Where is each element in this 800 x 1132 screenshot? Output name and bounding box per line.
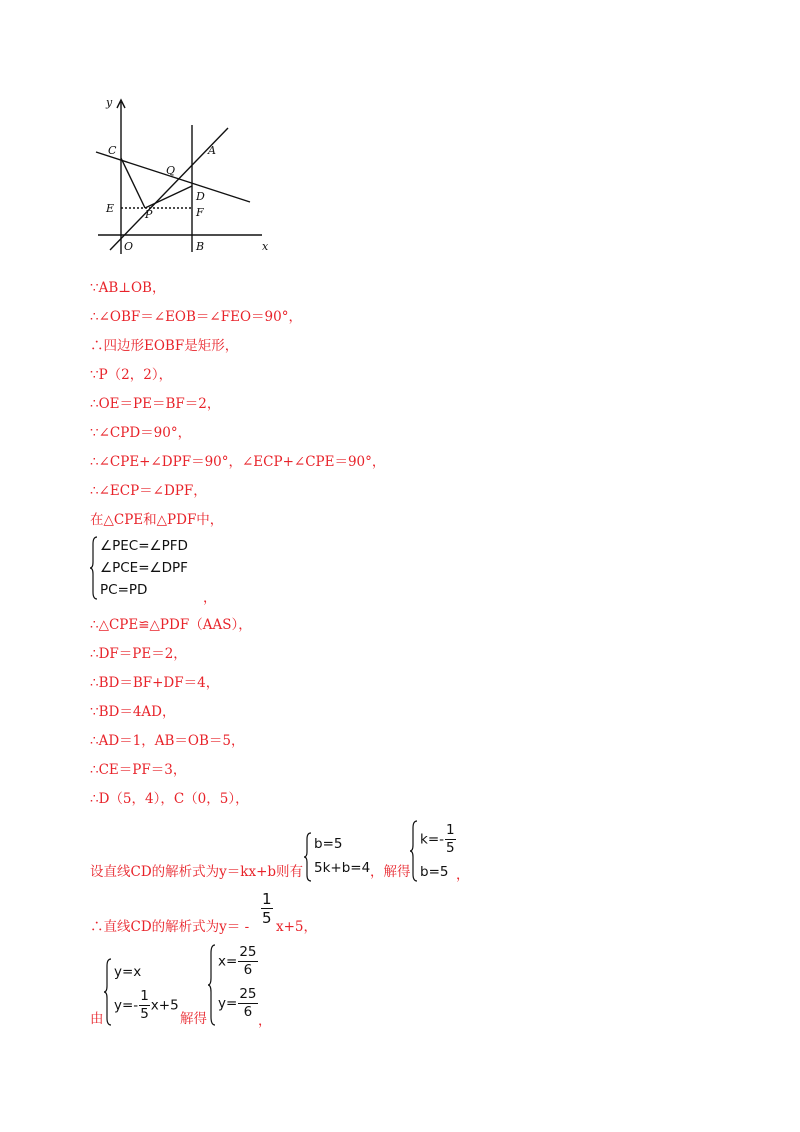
cd-solution-k bbox=[420, 824, 457, 855]
row2-denominator: 5 bbox=[140, 1005, 149, 1022]
k-numerator: 1 bbox=[446, 822, 455, 838]
proof-line-14: ∴AD＝1，AB＝OB＝5， bbox=[90, 733, 245, 749]
proof-line-8: ∴∠ECP＝∠DPF， bbox=[90, 483, 207, 499]
proof-line-6: ∵∠CPD＝90°， bbox=[90, 425, 192, 441]
cd-system-row-2: 5k+b=4 bbox=[314, 860, 371, 876]
proof-line-12: ∴BD＝BF+DF＝4， bbox=[90, 675, 220, 691]
cd-setup-text: 设直线CD的解析式为y＝kx+b则有 bbox=[90, 864, 304, 880]
system-trailing-comma: ， bbox=[203, 590, 217, 606]
system-row-1: ∠PEC=∠PFD bbox=[100, 538, 188, 554]
label-x: x bbox=[262, 240, 269, 253]
left-brace-icon bbox=[410, 820, 418, 882]
final-lead-text: 由 bbox=[90, 1011, 104, 1027]
left-brace-icon bbox=[304, 832, 312, 882]
congruence-system bbox=[90, 536, 230, 606]
row2-suffix: x+5 bbox=[150, 997, 179, 1014]
solution-y bbox=[218, 988, 259, 1019]
result-numerator: 1 bbox=[262, 890, 272, 908]
proof-line-9: 在△CPE和△PDF中， bbox=[90, 512, 224, 528]
proof-line-11: ∴DF＝PE＝2， bbox=[90, 646, 187, 662]
final-trailing-comma: ， bbox=[258, 1013, 272, 1029]
cd-solve-text: ，解得 bbox=[370, 864, 411, 880]
sy-denominator: 6 bbox=[243, 1003, 253, 1020]
segment-cp bbox=[121, 158, 145, 208]
label-o: O bbox=[124, 240, 134, 253]
left-brace-icon bbox=[104, 958, 112, 1026]
final-solve-text: 解得 bbox=[180, 1011, 207, 1027]
proof-line-16: ∴D（5，4），C（0，5）， bbox=[90, 791, 249, 807]
system-row-3: PC=PD bbox=[100, 582, 148, 598]
proof-line-4: ∵P（2，2）， bbox=[90, 367, 173, 383]
proof-line-10: ∴△CPE≌△PDF（AAS）， bbox=[90, 617, 252, 633]
system-row-2: ∠PCE=∠DPF bbox=[100, 560, 188, 576]
proof-line-2: ∴∠OBF＝∠EOB＝∠FEO＝90°， bbox=[90, 309, 302, 325]
label-e: E bbox=[106, 202, 115, 215]
label-a: A bbox=[208, 144, 216, 157]
row2-fraction bbox=[139, 990, 150, 1021]
intersection-system bbox=[104, 958, 184, 1028]
geometry-figure bbox=[90, 92, 280, 260]
sx-fraction bbox=[238, 946, 257, 977]
label-d: D bbox=[196, 190, 205, 203]
proof-line-7: ∴∠CPE+∠DPF＝90°，∠ECP+∠CPE＝90°， bbox=[90, 454, 386, 470]
proof-line-3: ∴四边形EOBF是矩形， bbox=[90, 338, 239, 354]
solution-x bbox=[218, 946, 259, 977]
intersection-row-1: y=x bbox=[114, 964, 142, 980]
k-denominator: 5 bbox=[446, 839, 455, 856]
proof-line-1: ∵AB⊥OB， bbox=[90, 280, 166, 296]
left-brace-icon bbox=[90, 536, 98, 600]
row2-prefix: y=- bbox=[114, 997, 139, 1014]
left-brace-icon bbox=[208, 944, 216, 1026]
proof-line-15: ∴CE＝PF＝3， bbox=[90, 762, 187, 778]
label-c: C bbox=[108, 144, 117, 157]
k-prefix: k=- bbox=[420, 831, 445, 848]
cd-result-suffix: x+5， bbox=[276, 919, 318, 935]
sy-prefix: y= bbox=[218, 995, 238, 1012]
proof-line-5: ∴OE＝PE＝BF＝2， bbox=[90, 396, 221, 412]
label-b: B bbox=[196, 240, 205, 253]
cd-solution-b: b=5 bbox=[420, 864, 449, 880]
sx-numerator: 25 bbox=[239, 944, 257, 960]
cd-system-row-1: b=5 bbox=[314, 836, 343, 852]
sy-numerator: 25 bbox=[239, 986, 257, 1002]
cd-trailing-comma: ， bbox=[456, 867, 470, 883]
result-denominator: 5 bbox=[262, 909, 272, 927]
label-f: F bbox=[196, 206, 204, 219]
sy-fraction bbox=[238, 988, 257, 1019]
label-p: P bbox=[145, 208, 153, 221]
cd-result-prefix: ∴直线CD的解析式为y＝ - bbox=[90, 919, 250, 935]
cd-equation-system bbox=[304, 832, 376, 884]
cd-result-fraction bbox=[260, 892, 274, 932]
label-y: y bbox=[106, 96, 113, 109]
intersection-row-2 bbox=[114, 990, 179, 1021]
row2-numerator: 1 bbox=[140, 988, 149, 1004]
sx-denominator: 6 bbox=[243, 961, 253, 978]
label-q: Q bbox=[166, 164, 176, 177]
proof-line-13: ∵BD＝4AD， bbox=[90, 704, 176, 720]
sx-prefix: x= bbox=[218, 953, 238, 970]
k-fraction bbox=[445, 824, 456, 855]
